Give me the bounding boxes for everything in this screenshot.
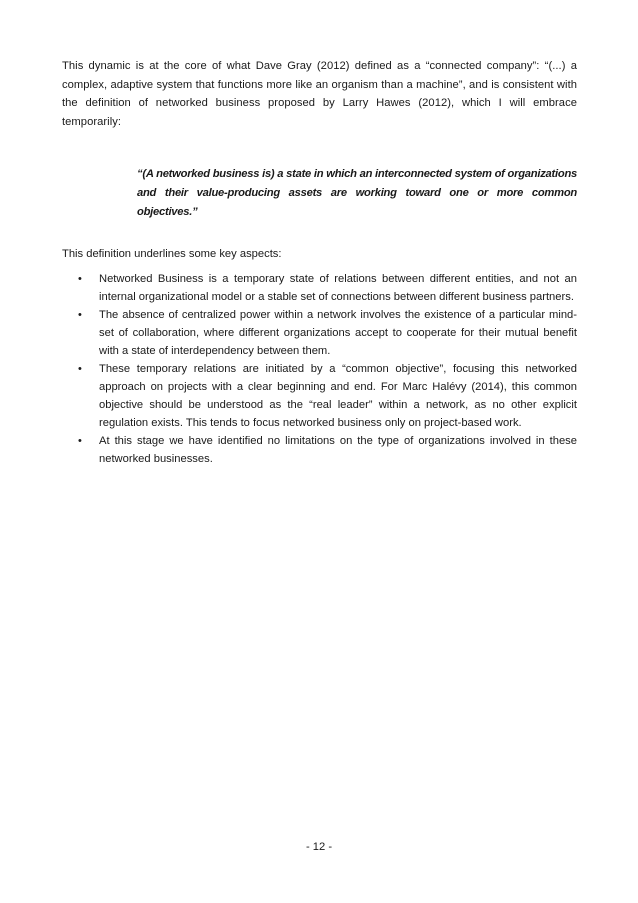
list-item-text: At this stage we have identified no limitations on the type of organizations involved in these networked businesses. — [99, 434, 577, 465]
page-number: - 12 - — [305, 841, 333, 853]
intro-paragraph: This dynamic is at the core of what Dave Gray (2012) defined as a “connected company”: “(...) a complex, adaptive system that functions more like an organism than a machine”, and is consistent with the definition of networked business proposed by Larry Hawes (2012), which I will embrace temporarily: — [62, 60, 577, 128]
list-item-text: The absence of centralized power within a network involves the existence of a particular mind-set of collaboration, where different organizations accept to cooperate for their mutual benefit with a state of interdependency between them. — [99, 308, 577, 357]
list-item — [62, 306, 577, 360]
bullet-icon: • — [78, 272, 82, 285]
list-item — [62, 432, 577, 468]
list-item-text: These temporary relations are initiated by a “common objective”, focusing this networked approach on projects with a clear beginning and end. For Marc Halévy (2014), this common objective should be understood as the “real leader” within a network, as no other explicit regulation exists. This tends to focus networked business only on project-based work. — [99, 362, 577, 429]
bullet-icon: • — [78, 308, 82, 321]
block-quote: “(A networked business is) a state in which an interconnected system of organizations and their value-producing assets are working toward one or more common objectives.” — [137, 168, 577, 218]
list-item-text: Networked Business is a temporary state of relations between different entities, and not an internal organizational model or a stable set of connections between different business partners. — [99, 272, 577, 303]
document-page — [62, 57, 577, 468]
list-lead-in: This definition underlines some key aspects: — [62, 248, 282, 260]
list-item — [62, 270, 577, 306]
key-aspects-list — [62, 270, 577, 468]
bullet-icon: • — [78, 434, 82, 447]
bullet-icon: • — [78, 362, 82, 375]
list-item — [62, 360, 577, 432]
